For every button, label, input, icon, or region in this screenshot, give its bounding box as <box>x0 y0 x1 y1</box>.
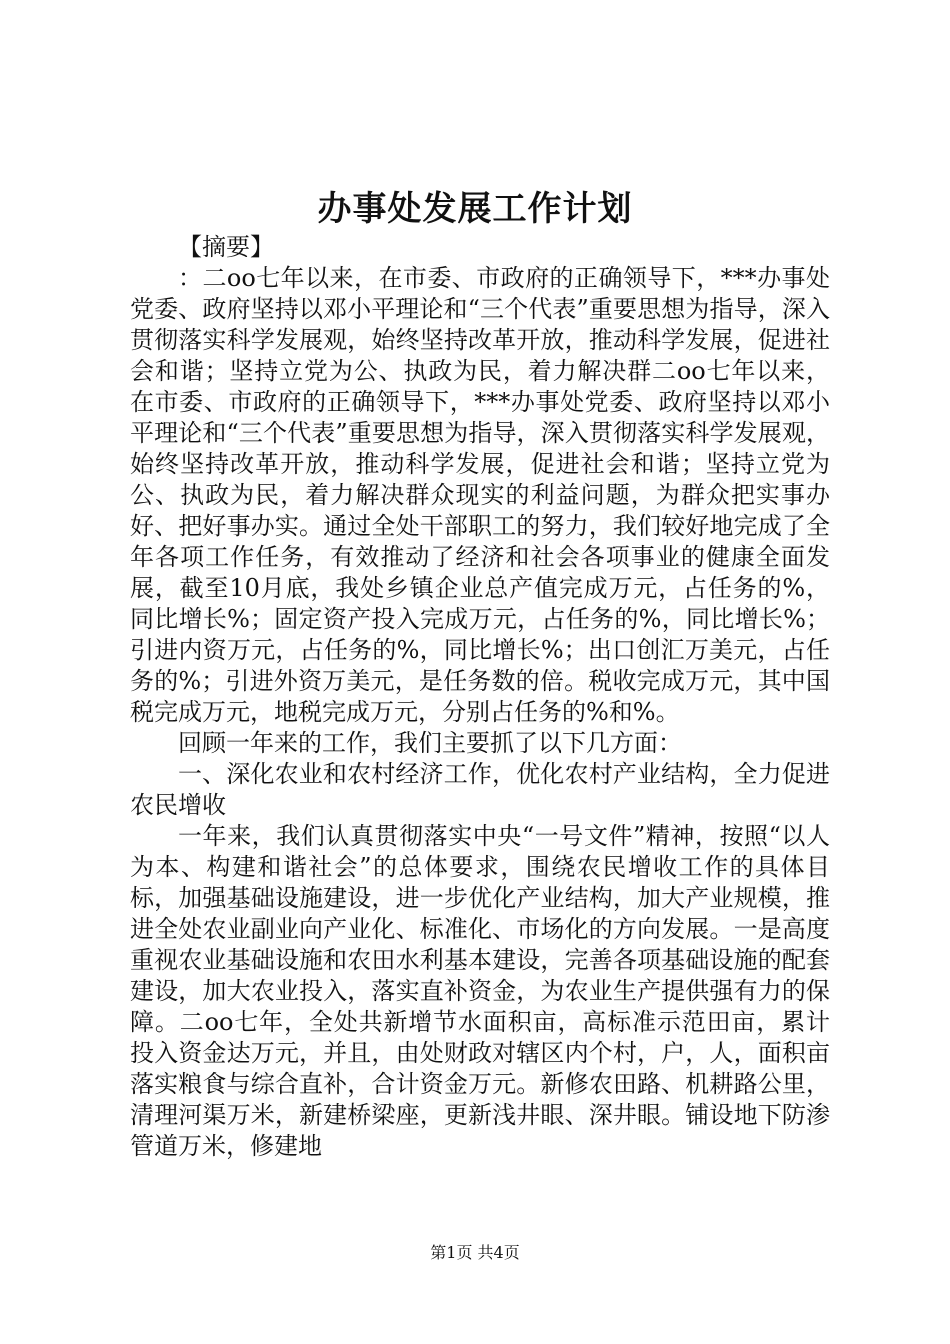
page-number-footer: 第1页 共4页 <box>430 1243 520 1262</box>
section-heading: 一、深化农业和农村经济工作，优化农村产业结构，全力促进农民增收 <box>130 760 830 819</box>
paragraph: ：二oo七年以来，在市委、市政府的正确领导下，***办事处党委、政府坚持以邓小平理论和“三个代表”重要思想为指导，深入贯彻落实科学发展观，始终坚持改革开放，推动科学发展，促进社会和谐；坚持立党为公、执政为民，着力解决群二oo七年以来，在市委、市政府的正确领导下，***办事处党委、政府坚持以邓小平理论和“三个代表”重要思想为指导，深入贯彻落实科学发展观，始终坚持改革开放，推动科学发展，促进社会和谐；坚持立党为公、执政为民，着力解决群众现实的利益问题，为群众把实事办好、把好事办实。通过全处干部职工的努力，我们较好地完成了全年各项工作任务，有效推动了经济和社会各项事业的健康全面发展，截至10月底，我处乡镇企业总产值完成万元，占任务的%，同比增长%；固定资产投入完成万元，占任务的%，同比增长%；引进内资万元，占任务的%，同比增长%；出口创汇万美元，占任务的%；引进外资万美元，是任务数的倍。税收完成万元，其中国税完成万元，地税完成万元，分别占任务的%和%。 <box>130 264 830 726</box>
document-body <box>130 232 830 1162</box>
paragraph: 回顾一年来的工作，我们主要抓了以下几方面： <box>178 729 682 757</box>
document-title: 办事处发展工作计划 <box>317 189 633 229</box>
paragraph: 一年来，我们认真贯彻落实中央“一号文件”精神，按照“以人为本、构建和谐社会”的总体要求，围绕农民增收工作的具体目标，加强基础设施建设，进一步优化产业结构，加大产业规模，推进全处农业副业向产业化、标准化、市场化的方向发展。一是高度重视农业基础设施和农田水利基本建设，完善各项基础设施的配套建设，加大农业投入，落实直补资金，为农业生产提供强有力的保障。二oo七年，全处共新增节水面积亩，高标准示范田亩，累计投入资金达万元，并且，由处财政对辖区内个村，户，人，面积亩落实粮食与综合直补，合计资金万元。新修农田路、机耕路公里，清理河渠万米，新建桥梁座，更新浅井眼、深井眼。铺设地下防渗管道万米，修建地 <box>130 822 830 1160</box>
abstract-label: 【摘要】 <box>178 233 274 261</box>
